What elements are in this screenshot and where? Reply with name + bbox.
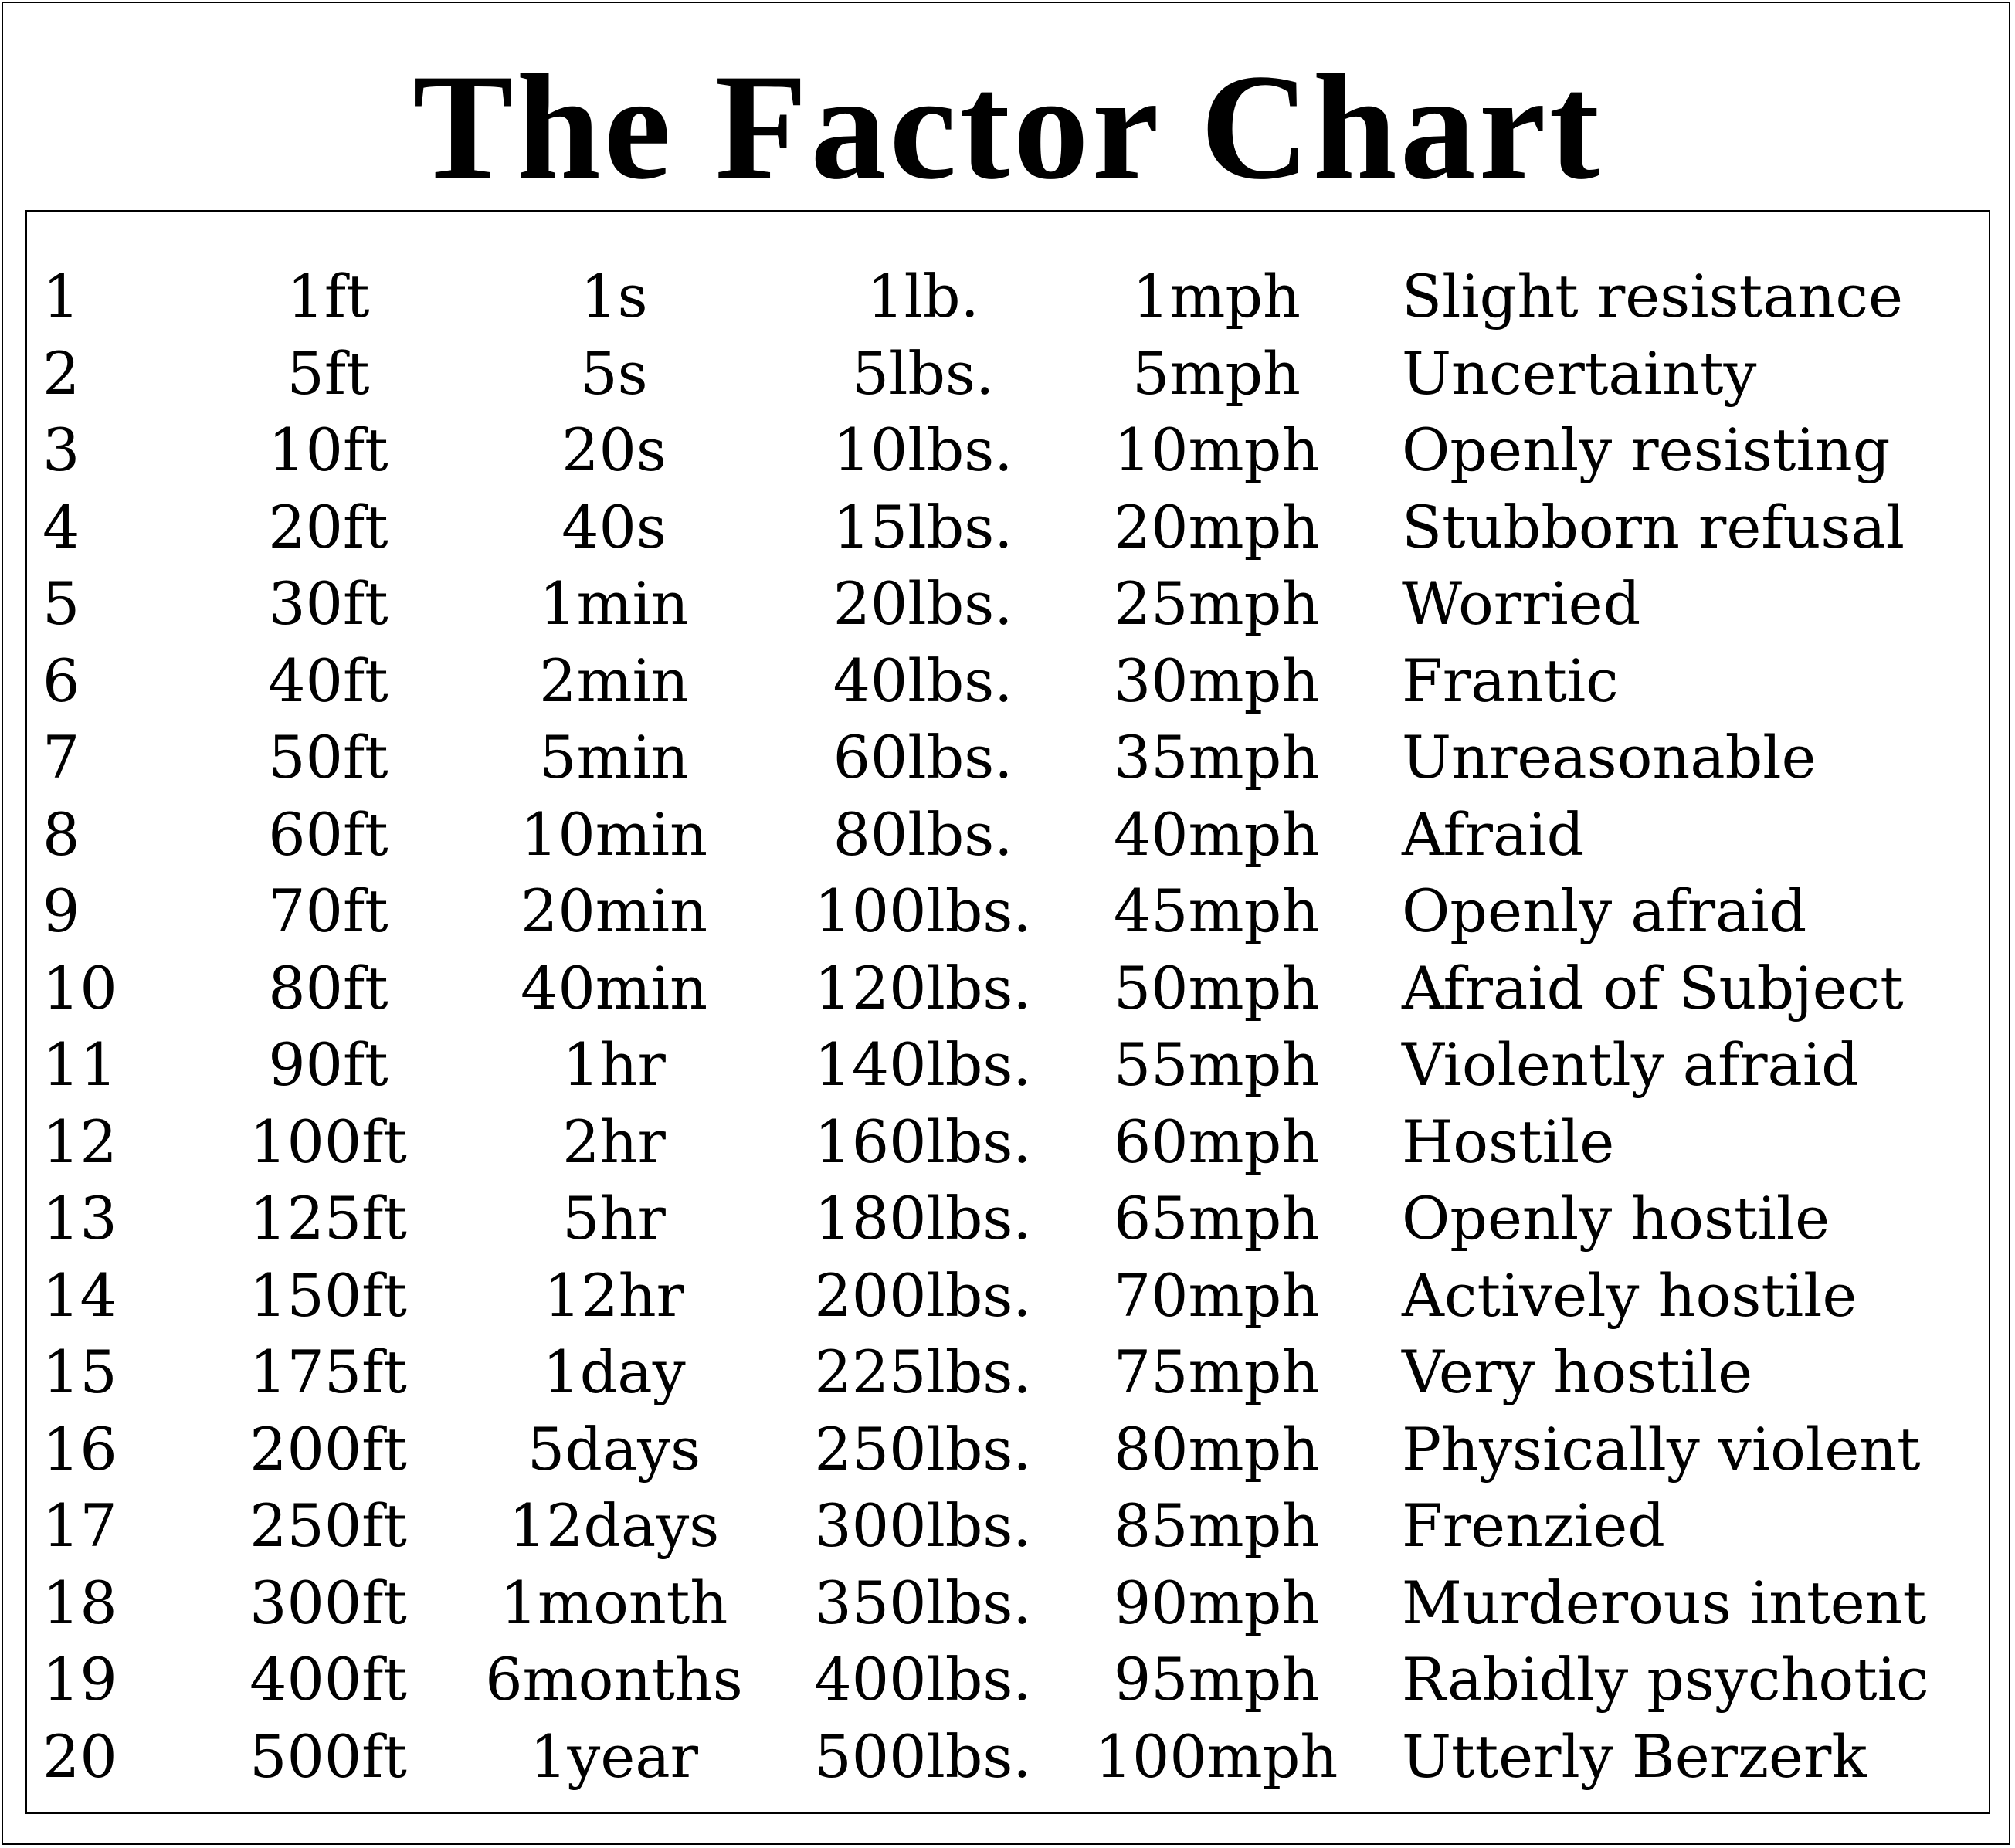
description-text: Openly resisting bbox=[1402, 415, 1891, 484]
table-row bbox=[27, 1487, 1989, 1565]
description-text: Physically violent bbox=[1402, 1414, 1921, 1483]
speed-value: 25mph bbox=[1113, 569, 1320, 638]
speed-value: 85mph bbox=[1113, 1491, 1320, 1560]
weight-value: 10lbs. bbox=[833, 415, 1013, 484]
time-value: 5min bbox=[539, 723, 689, 792]
speed-value: 95mph bbox=[1113, 1645, 1320, 1714]
speed-value: 10mph bbox=[1113, 415, 1320, 484]
description-text: Unreasonable bbox=[1402, 723, 1817, 792]
weight-value: 1lb. bbox=[867, 262, 979, 331]
factor-number: 10 bbox=[42, 953, 117, 1022]
weight-value: 160lbs. bbox=[814, 1107, 1032, 1176]
factor-number: 16 bbox=[42, 1414, 117, 1483]
description-text: Stubborn refusal bbox=[1402, 492, 1905, 561]
factor-number: 19 bbox=[42, 1645, 117, 1714]
distance-value: 300ft bbox=[249, 1568, 407, 1637]
table-row bbox=[27, 1411, 1989, 1488]
time-value: 5days bbox=[527, 1414, 701, 1483]
time-value: 6months bbox=[485, 1645, 743, 1714]
speed-value: 1mph bbox=[1131, 262, 1301, 331]
speed-value: 100mph bbox=[1094, 1721, 1338, 1791]
table-row bbox=[27, 719, 1989, 796]
description-text: Openly afraid bbox=[1402, 877, 1807, 945]
factor-number: 15 bbox=[42, 1338, 117, 1406]
description-text: Uncertainty bbox=[1402, 338, 1757, 408]
table-row bbox=[27, 1026, 1989, 1104]
distance-value: 60ft bbox=[268, 799, 388, 869]
time-value: 40s bbox=[561, 492, 667, 561]
description-text: Frenzied bbox=[1402, 1491, 1665, 1560]
description-text: Violently afraid bbox=[1402, 1030, 1859, 1099]
page-title: The Factor Chart bbox=[412, 43, 1603, 211]
speed-value: 55mph bbox=[1113, 1030, 1320, 1099]
weight-value: 225lbs. bbox=[814, 1338, 1032, 1406]
time-value: 12days bbox=[508, 1491, 720, 1560]
distance-value: 400ft bbox=[249, 1645, 407, 1714]
speed-value: 90mph bbox=[1113, 1568, 1320, 1637]
time-value: 1month bbox=[500, 1568, 728, 1637]
distance-value: 90ft bbox=[268, 1030, 388, 1099]
table-row bbox=[27, 950, 1989, 1027]
speed-value: 65mph bbox=[1113, 1184, 1320, 1253]
speed-value: 60mph bbox=[1113, 1107, 1320, 1176]
weight-value: 140lbs. bbox=[814, 1030, 1032, 1099]
weight-value: 200lbs. bbox=[814, 1260, 1032, 1330]
description-text: Actively hostile bbox=[1402, 1260, 1857, 1330]
factor-number: 17 bbox=[42, 1491, 117, 1560]
time-value: 40min bbox=[520, 953, 708, 1022]
weight-value: 20lbs. bbox=[833, 569, 1013, 638]
description-text: Very hostile bbox=[1402, 1338, 1753, 1406]
speed-value: 30mph bbox=[1113, 646, 1320, 715]
factor-number: 6 bbox=[42, 646, 80, 715]
weight-value: 350lbs. bbox=[814, 1568, 1032, 1637]
description-text: Murderous intent bbox=[1402, 1568, 1927, 1637]
table-row bbox=[27, 1257, 1989, 1334]
table-row bbox=[27, 412, 1989, 489]
factor-table-rows bbox=[27, 258, 1989, 1795]
factor-number: 14 bbox=[42, 1260, 117, 1330]
description-text: Utterly Berzerk bbox=[1402, 1721, 1867, 1791]
weight-value: 500lbs. bbox=[814, 1721, 1032, 1791]
weight-value: 250lbs. bbox=[814, 1414, 1032, 1483]
factor-number: 4 bbox=[42, 492, 80, 561]
table-row bbox=[27, 1565, 1989, 1642]
distance-value: 30ft bbox=[268, 569, 388, 638]
description-text: Rabidly psychotic bbox=[1402, 1645, 1929, 1714]
distance-value: 50ft bbox=[268, 723, 388, 792]
distance-value: 5ft bbox=[287, 338, 370, 408]
distance-value: 1ft bbox=[287, 262, 370, 331]
speed-value: 20mph bbox=[1113, 492, 1320, 561]
distance-value: 500ft bbox=[249, 1721, 407, 1791]
table-row bbox=[27, 796, 1989, 873]
table-row bbox=[27, 258, 1989, 335]
description-text: Openly hostile bbox=[1402, 1184, 1830, 1253]
speed-value: 80mph bbox=[1113, 1414, 1320, 1483]
distance-value: 200ft bbox=[249, 1414, 407, 1483]
factor-number: 12 bbox=[42, 1107, 117, 1176]
speed-value: 50mph bbox=[1113, 953, 1320, 1022]
speed-value: 5mph bbox=[1131, 338, 1301, 408]
table-row bbox=[27, 1334, 1989, 1411]
weight-value: 60lbs. bbox=[833, 723, 1013, 792]
table-row bbox=[27, 1641, 1989, 1718]
description-text: Hostile bbox=[1402, 1107, 1615, 1176]
time-value: 12hr bbox=[544, 1260, 684, 1330]
time-value: 1hr bbox=[562, 1030, 666, 1099]
weight-value: 300lbs. bbox=[814, 1491, 1032, 1560]
distance-value: 70ft bbox=[268, 877, 388, 945]
speed-value: 45mph bbox=[1113, 877, 1320, 945]
weight-value: 120lbs. bbox=[814, 953, 1032, 1022]
factor-number: 13 bbox=[42, 1184, 117, 1253]
factor-number: 18 bbox=[42, 1568, 117, 1637]
weight-value: 100lbs. bbox=[814, 877, 1032, 945]
factor-number: 9 bbox=[42, 877, 80, 945]
distance-value: 80ft bbox=[268, 953, 388, 1022]
speed-value: 75mph bbox=[1113, 1338, 1320, 1406]
time-value: 2min bbox=[539, 646, 689, 715]
time-value: 20min bbox=[520, 877, 708, 945]
distance-value: 10ft bbox=[268, 415, 388, 484]
factor-number: 7 bbox=[42, 723, 80, 792]
distance-value: 150ft bbox=[249, 1260, 407, 1330]
time-value: 1s bbox=[580, 262, 648, 331]
table-row bbox=[27, 565, 1989, 643]
time-value: 10min bbox=[520, 799, 708, 869]
speed-value: 70mph bbox=[1113, 1260, 1320, 1330]
factor-table bbox=[25, 210, 1990, 1814]
distance-value: 250ft bbox=[249, 1491, 407, 1560]
speed-value: 40mph bbox=[1113, 799, 1320, 869]
time-value: 1min bbox=[539, 569, 689, 638]
factor-number: 2 bbox=[42, 338, 80, 408]
distance-value: 40ft bbox=[268, 646, 388, 715]
distance-value: 20ft bbox=[268, 492, 388, 561]
table-row bbox=[27, 873, 1989, 950]
factor-number: 20 bbox=[42, 1721, 117, 1791]
factor-number: 1 bbox=[42, 262, 80, 331]
table-row bbox=[27, 1718, 1989, 1795]
factor-number: 3 bbox=[42, 415, 80, 484]
time-value: 5s bbox=[580, 338, 648, 408]
factor-number: 5 bbox=[42, 569, 80, 638]
speed-value: 35mph bbox=[1113, 723, 1320, 792]
distance-value: 100ft bbox=[249, 1107, 407, 1176]
weight-value: 180lbs. bbox=[814, 1184, 1032, 1253]
table-row bbox=[27, 489, 1989, 566]
description-text: Afraid bbox=[1402, 799, 1585, 869]
description-text: Frantic bbox=[1402, 646, 1619, 715]
description-text: Worried bbox=[1402, 569, 1641, 638]
time-value: 1year bbox=[530, 1721, 698, 1791]
time-value: 20s bbox=[561, 415, 667, 484]
weight-value: 400lbs. bbox=[814, 1645, 1032, 1714]
weight-value: 40lbs. bbox=[833, 646, 1013, 715]
table-row bbox=[27, 1180, 1989, 1257]
table-row bbox=[27, 335, 1989, 412]
factor-number: 8 bbox=[42, 799, 80, 869]
weight-value: 80lbs. bbox=[833, 799, 1013, 869]
description-text: Slight resistance bbox=[1402, 262, 1903, 331]
factor-number: 11 bbox=[42, 1030, 117, 1099]
table-row bbox=[27, 1104, 1989, 1181]
table-row bbox=[27, 643, 1989, 720]
distance-value: 125ft bbox=[249, 1184, 407, 1253]
distance-value: 175ft bbox=[249, 1338, 407, 1406]
weight-value: 15lbs. bbox=[833, 492, 1013, 561]
weight-value: 5lbs. bbox=[851, 338, 995, 408]
time-value: 5hr bbox=[562, 1184, 666, 1253]
time-value: 1day bbox=[542, 1338, 686, 1406]
description-text: Afraid of Subject bbox=[1402, 953, 1904, 1022]
time-value: 2hr bbox=[562, 1107, 666, 1176]
